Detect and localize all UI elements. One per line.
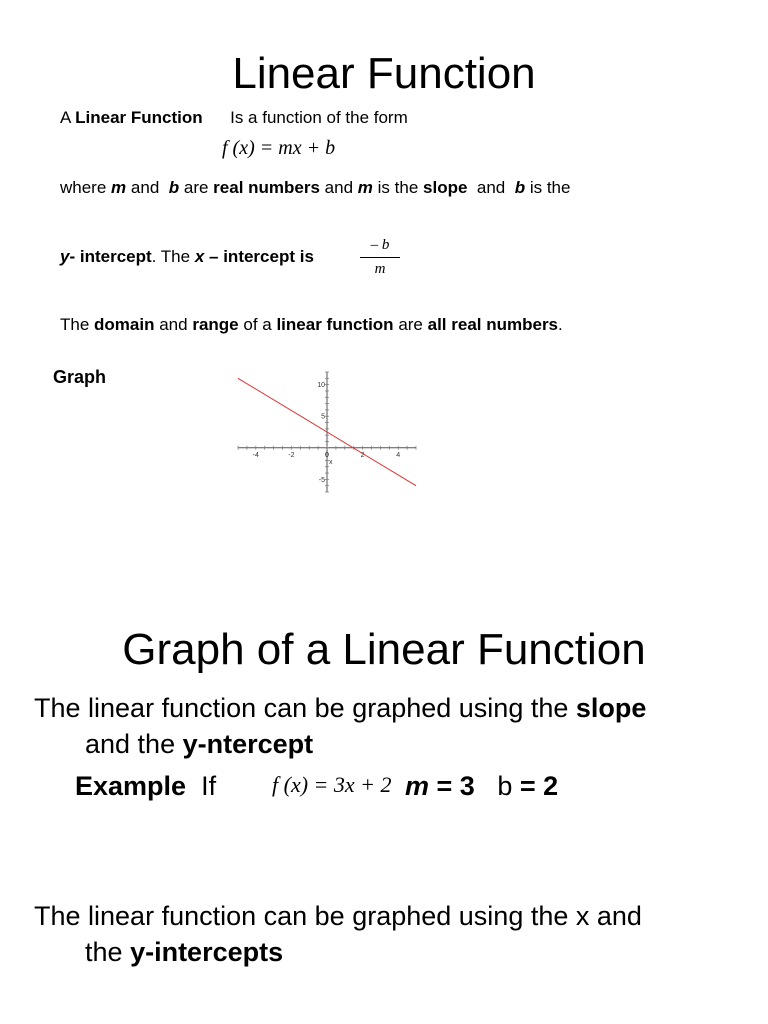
dr-the: The <box>60 315 90 334</box>
dr-domain: domain <box>94 315 155 334</box>
ex-m: m <box>405 771 430 801</box>
example-values <box>405 768 558 804</box>
def-term: Linear Function <box>75 108 203 127</box>
graph-label: Graph <box>53 367 107 387</box>
x-axis-label: x <box>329 458 333 466</box>
slide2-line4 <box>85 934 283 970</box>
w-b2: b <box>514 178 526 197</box>
fraction-denominator: m <box>374 261 386 277</box>
example-line <box>75 768 216 804</box>
slide2-line3 <box>34 898 642 934</box>
y-tick-label: 5 <box>321 413 325 421</box>
s2-l2a: and the <box>85 729 176 759</box>
general-formula: f (x) = mx + b <box>222 137 336 159</box>
x-tick-label: -2 <box>288 451 295 459</box>
dr-range: range <box>192 315 239 334</box>
domain-range-line <box>60 314 563 336</box>
x-var: x <box>194 247 205 266</box>
s2-l4b: y-intercepts <box>130 937 284 967</box>
example-if: If <box>201 771 217 801</box>
s2-l3a: The linear function can be graphed using the x and <box>34 901 642 931</box>
s2-l4a: the <box>85 937 123 967</box>
dr-lf: linear function <box>276 315 394 334</box>
y-tick-label: 10 <box>317 382 325 390</box>
x-tick-label: 2 <box>360 451 365 459</box>
slide2-line2 <box>85 726 313 762</box>
x-intercept-label: – intercept is <box>209 247 314 266</box>
example-formula: f (x) = 3x + 2 <box>272 772 392 797</box>
w-m: m <box>111 178 127 197</box>
fraction-bar <box>360 257 400 258</box>
w-m2: m <box>357 178 373 197</box>
definition-line-2 <box>60 177 570 199</box>
x-tick-label: 0 <box>325 451 329 459</box>
def-rest: Is a function of the form <box>230 108 408 127</box>
example-label: Example <box>75 771 187 801</box>
s2-l1a: The linear function can be graphed using the <box>34 693 569 723</box>
intercept-line <box>60 246 314 268</box>
x-tick-label: 4 <box>396 451 401 459</box>
y-tick-label: -5 <box>318 476 325 484</box>
s2-l2b: y-ntercept <box>182 729 314 759</box>
w-slope: slope <box>423 178 468 197</box>
y-var: y <box>60 247 70 266</box>
w-b: b <box>168 178 180 197</box>
linear-function-graph <box>230 368 422 496</box>
definition-line <box>60 107 408 129</box>
ex-beq: = 2 <box>519 771 559 801</box>
slide2-title: Graph of a Linear Function <box>122 625 646 674</box>
the-x-text: . The <box>151 247 191 266</box>
dr-all: all real numbers <box>427 315 559 334</box>
ex-b: b <box>497 771 513 801</box>
w-isthe: is the <box>377 178 419 197</box>
dr-and: and <box>159 315 188 334</box>
def-a: A <box>60 108 71 127</box>
w-and3: and <box>476 178 506 197</box>
w-and2: and <box>324 178 354 197</box>
dr-are: are <box>398 315 423 334</box>
fraction-numerator: – b <box>370 237 390 253</box>
y-intercept-label: - intercept <box>69 247 152 266</box>
dr-dot: . <box>558 315 563 334</box>
s2-l1b: slope <box>575 693 647 723</box>
slide2-line1 <box>34 690 646 726</box>
w-and1: and <box>130 178 160 197</box>
w-where: where <box>60 178 107 197</box>
w-are: are <box>183 178 209 197</box>
w-isthe2: is the <box>529 178 571 197</box>
x-intercept-fraction <box>360 237 400 278</box>
slide1-title: Linear Function <box>232 49 536 98</box>
w-real: real numbers <box>213 178 320 197</box>
x-tick-label: -4 <box>252 451 259 459</box>
dr-ofa: of a <box>243 315 272 334</box>
ex-meq: = 3 <box>436 771 475 801</box>
